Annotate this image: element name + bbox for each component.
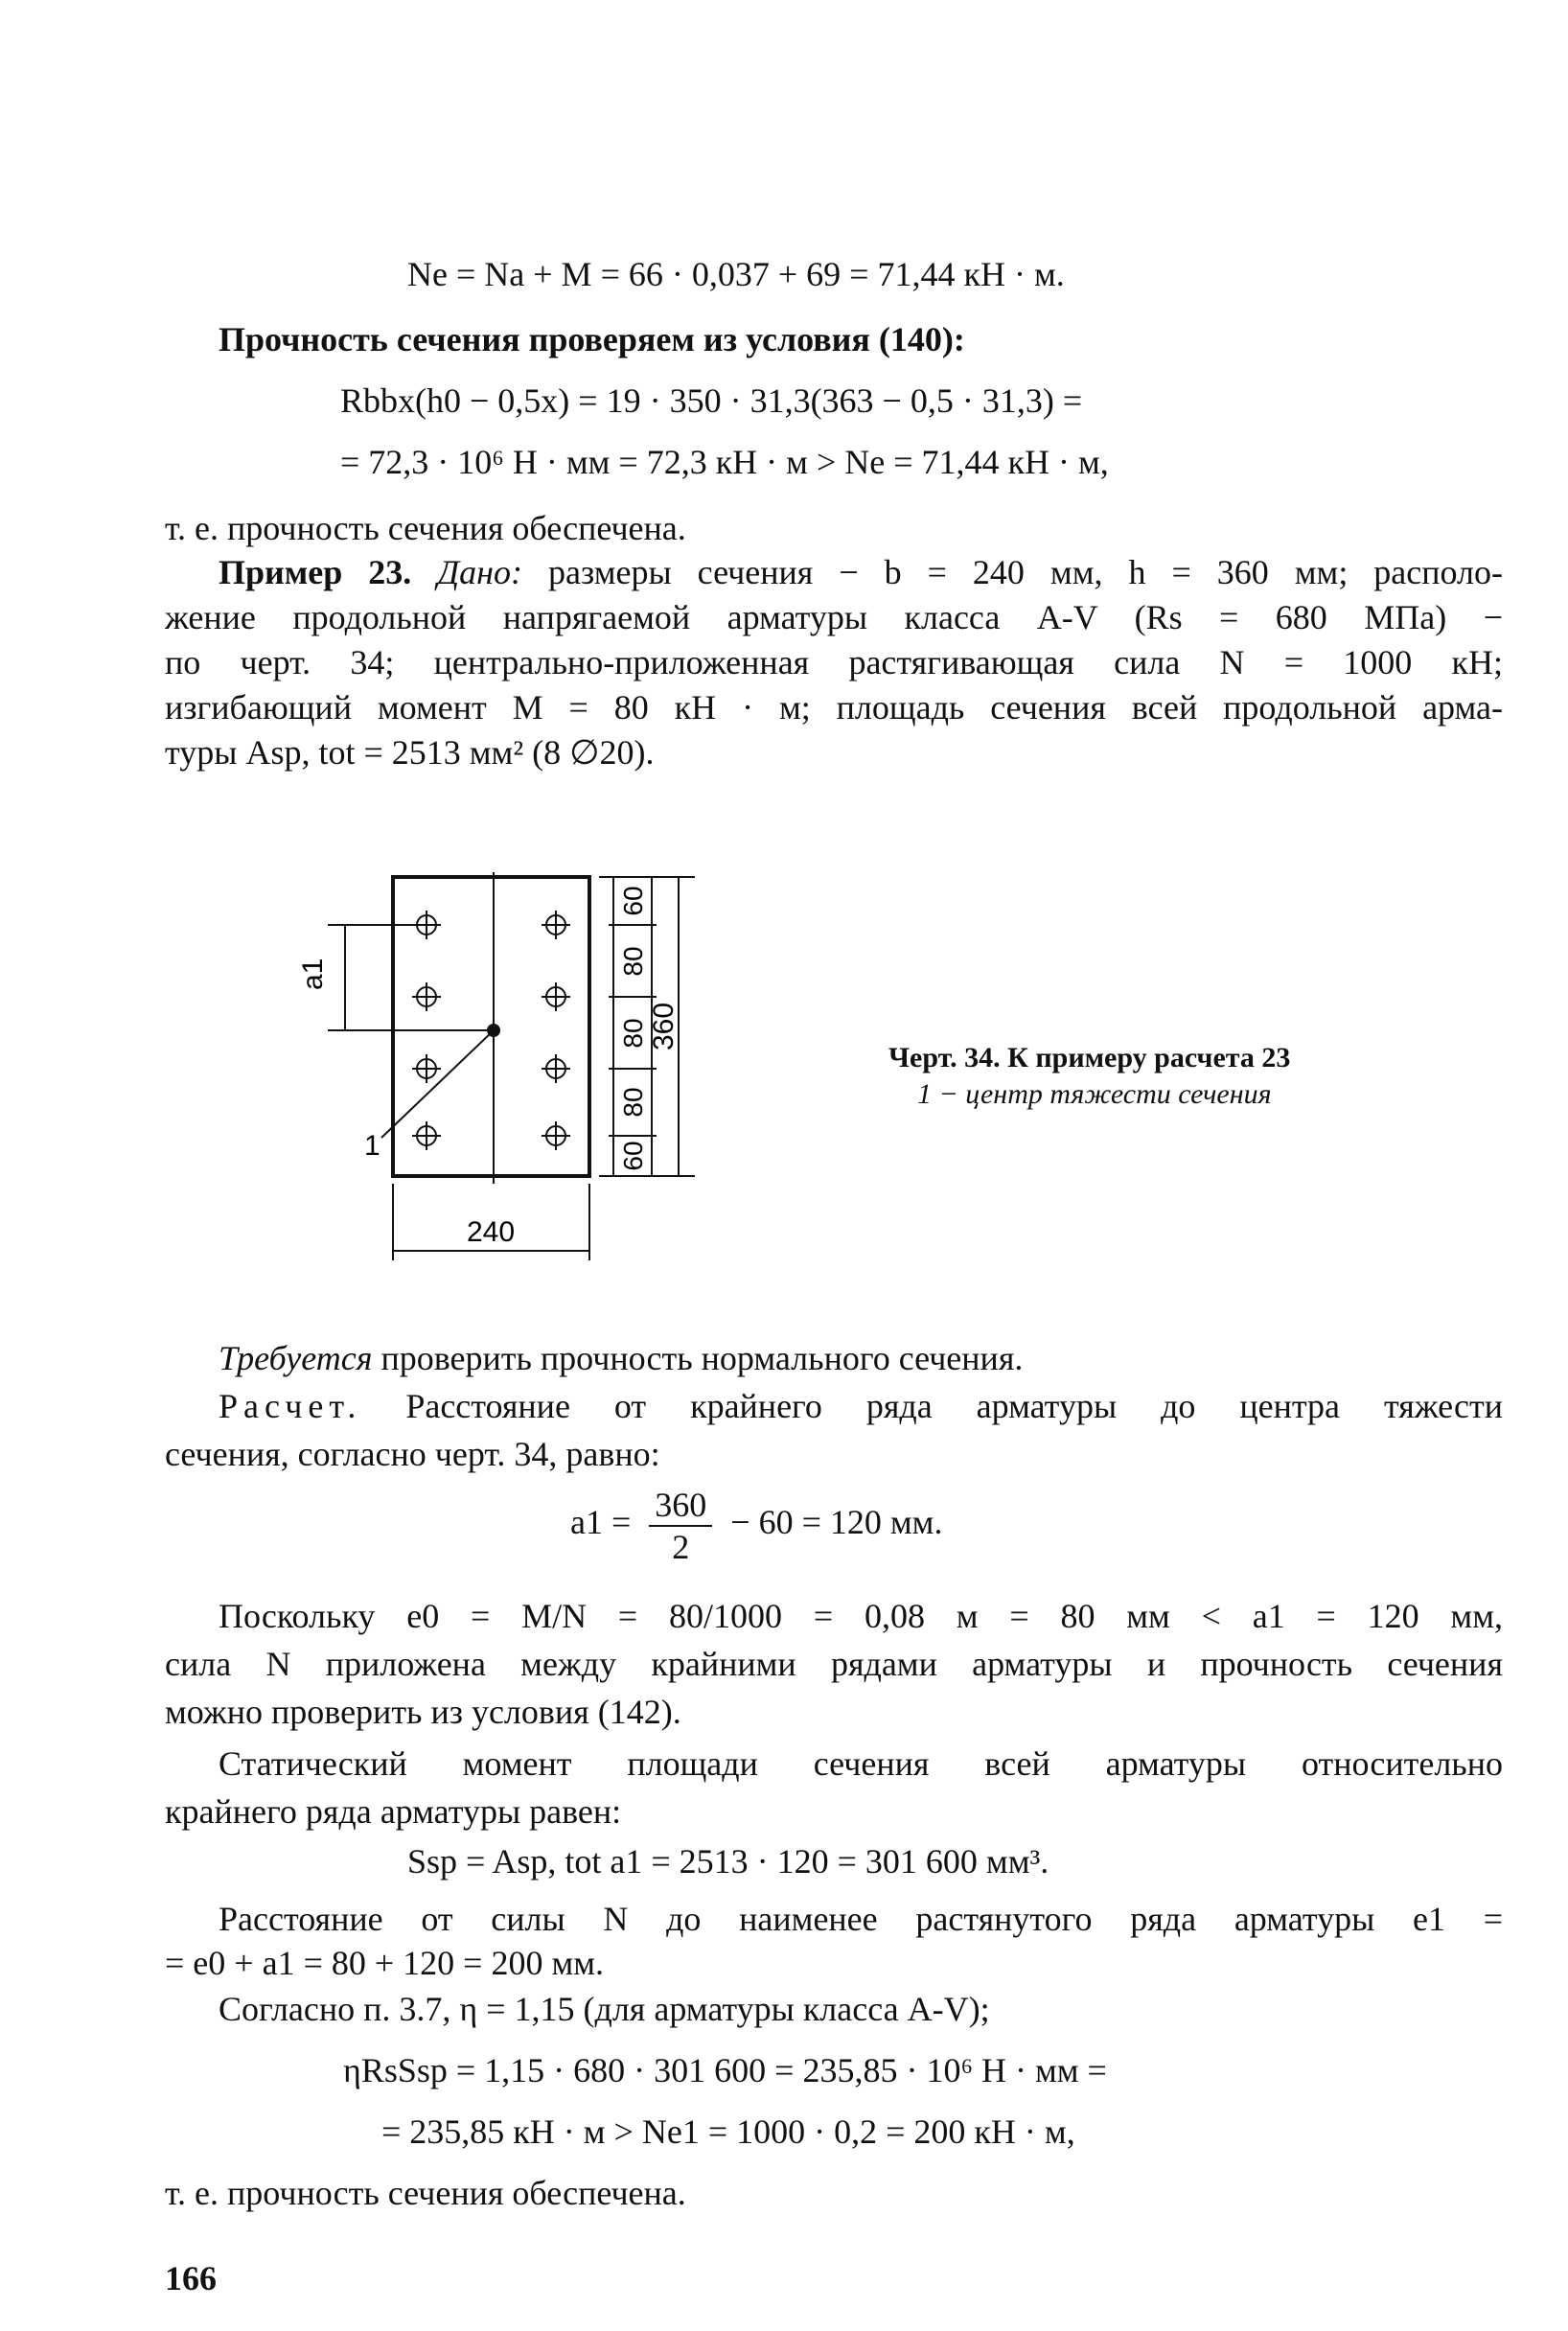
example-line-5: туры Asp, tot = 2513 мм² (8 ∅20).	[165, 733, 655, 772]
caption-subtitle: 1 − центр тяжести сечения	[917, 1078, 1272, 1110]
paragraph-static-2: крайнего ряда арматуры равен:	[165, 1792, 622, 1831]
calc-line-1	[219, 1383, 1503, 1429]
paragraph-strength-ok-2: т. е. прочность сечения обеспечена.	[165, 2174, 686, 2212]
dim-seg-5: 60	[618, 1141, 648, 1171]
a1-numerator: 360	[649, 1485, 712, 1527]
example-line-4: изгибающий момент M = 80 кН · м; площадь сечения всей продольной арма-	[165, 688, 1503, 727]
a1-fraction	[649, 1485, 712, 1567]
equation-a1	[570, 1481, 942, 1567]
dim-seg-3: 80	[618, 1018, 648, 1049]
paragraph-distance-1: Расстояние от силы N до наименее растянутого ряда арматуры e1 =	[219, 1900, 1503, 1938]
example-given: Дано:	[437, 553, 523, 591]
dim-labels-right	[618, 886, 680, 1170]
equation-ssp: Ssp = Asp, tot a1 = 2513 · 120 = 301 600 мм³.	[407, 1842, 1049, 1881]
required-word: Требуется	[219, 1339, 373, 1377]
equation-eta-1: ηRsSsp = 1,15 · 680 · 301 600 = 235,85 · 10⁶ Н · мм =	[343, 2051, 1107, 2089]
calc-word: Расчет.	[219, 1387, 362, 1425]
label-a1: a1	[297, 958, 329, 990]
paragraph-static-1: Статический момент площади сечения всей арматуры относительно	[219, 1744, 1503, 1783]
dim-a1	[328, 925, 487, 1030]
paragraph-since-3: можно проверить из условия (142).	[165, 1693, 681, 1731]
example-text-1: размеры сечения − b = 240 мм, h = 360 мм; располо-	[548, 553, 1504, 591]
caption-title: Черт. 34. К примеру расчета 23	[888, 1042, 1291, 1073]
figure-caption	[888, 1040, 1290, 1113]
calc-line-2: сечения, согласно черт. 34, равно:	[165, 1435, 660, 1473]
example-label: Пример 23.	[219, 553, 412, 591]
paragraph-strength-ok-1: т. е. прочность сечения обеспечена.	[165, 509, 686, 547]
dim-seg-4: 80	[618, 1087, 648, 1118]
equation-rbbx-2: = 72,3 · 10⁶ Н · мм = 72,3 кН · м > Ne = 71,44 кН · м,	[340, 443, 1109, 481]
example-line-2: жение продольной напрягаемой арматуры класса A-V (Rs = 680 МПа) −	[165, 598, 1503, 636]
paragraph-distance-2: = e0 + a1 = 80 + 120 = 200 мм.	[165, 1944, 605, 1982]
centroid-leader	[381, 1030, 494, 1138]
paragraph-since-1: Поскольку e0 = M/N = 80/1000 = 0,08 м = 80 мм < a1 = 120 мм,	[219, 1597, 1503, 1635]
calc-text-1: Расстояние от крайнего ряда арматуры до центра тяжести	[405, 1387, 1504, 1425]
example-line-1	[219, 549, 1503, 595]
dim-height: 360	[648, 1002, 680, 1051]
example-line-3: по черт. 34; центрально-приложенная растягивающая сила N = 1000 кН;	[165, 643, 1503, 681]
paragraph-since-2: сила N приложена между крайними рядами арматуры и прочность сечения	[165, 1645, 1503, 1683]
dim-seg-1: 60	[618, 886, 648, 916]
dim-seg-2: 80	[618, 946, 648, 977]
dim-width-label: 240	[466, 1216, 516, 1248]
equation-rbbx-1: Rbbx(h0 − 0,5x) = 19 · 350 · 31,3(363 − 0,5 · 31,3) =	[340, 381, 1083, 420]
label-centroid: 1	[364, 1130, 380, 1162]
equation-eta-2: = 235,85 кН · м > Ne1 = 1000 · 0,2 = 200 кН · м,	[381, 2112, 1075, 2151]
paragraph-according: Согласно п. 3.7, η = 1,15 (для арматуры класса A-V);	[219, 1990, 990, 2028]
required-line	[219, 1335, 1023, 1381]
a1-lhs: a1 =	[570, 1503, 632, 1541]
a1-denominator: 2	[672, 1527, 690, 1566]
required-text: проверить прочность нормального сечения.	[380, 1339, 1024, 1377]
paragraph-check-condition: Прочность сечения проверяем из условия (140):	[219, 320, 965, 358]
equation-ne: Ne = Na + M = 66 · 0,037 + 69 = 71,44 кН · м.	[407, 255, 1065, 293]
section-drawing	[297, 867, 796, 1289]
a1-rhs: − 60 = 120 мм.	[730, 1503, 943, 1541]
page-number: 166	[165, 2259, 217, 2297]
